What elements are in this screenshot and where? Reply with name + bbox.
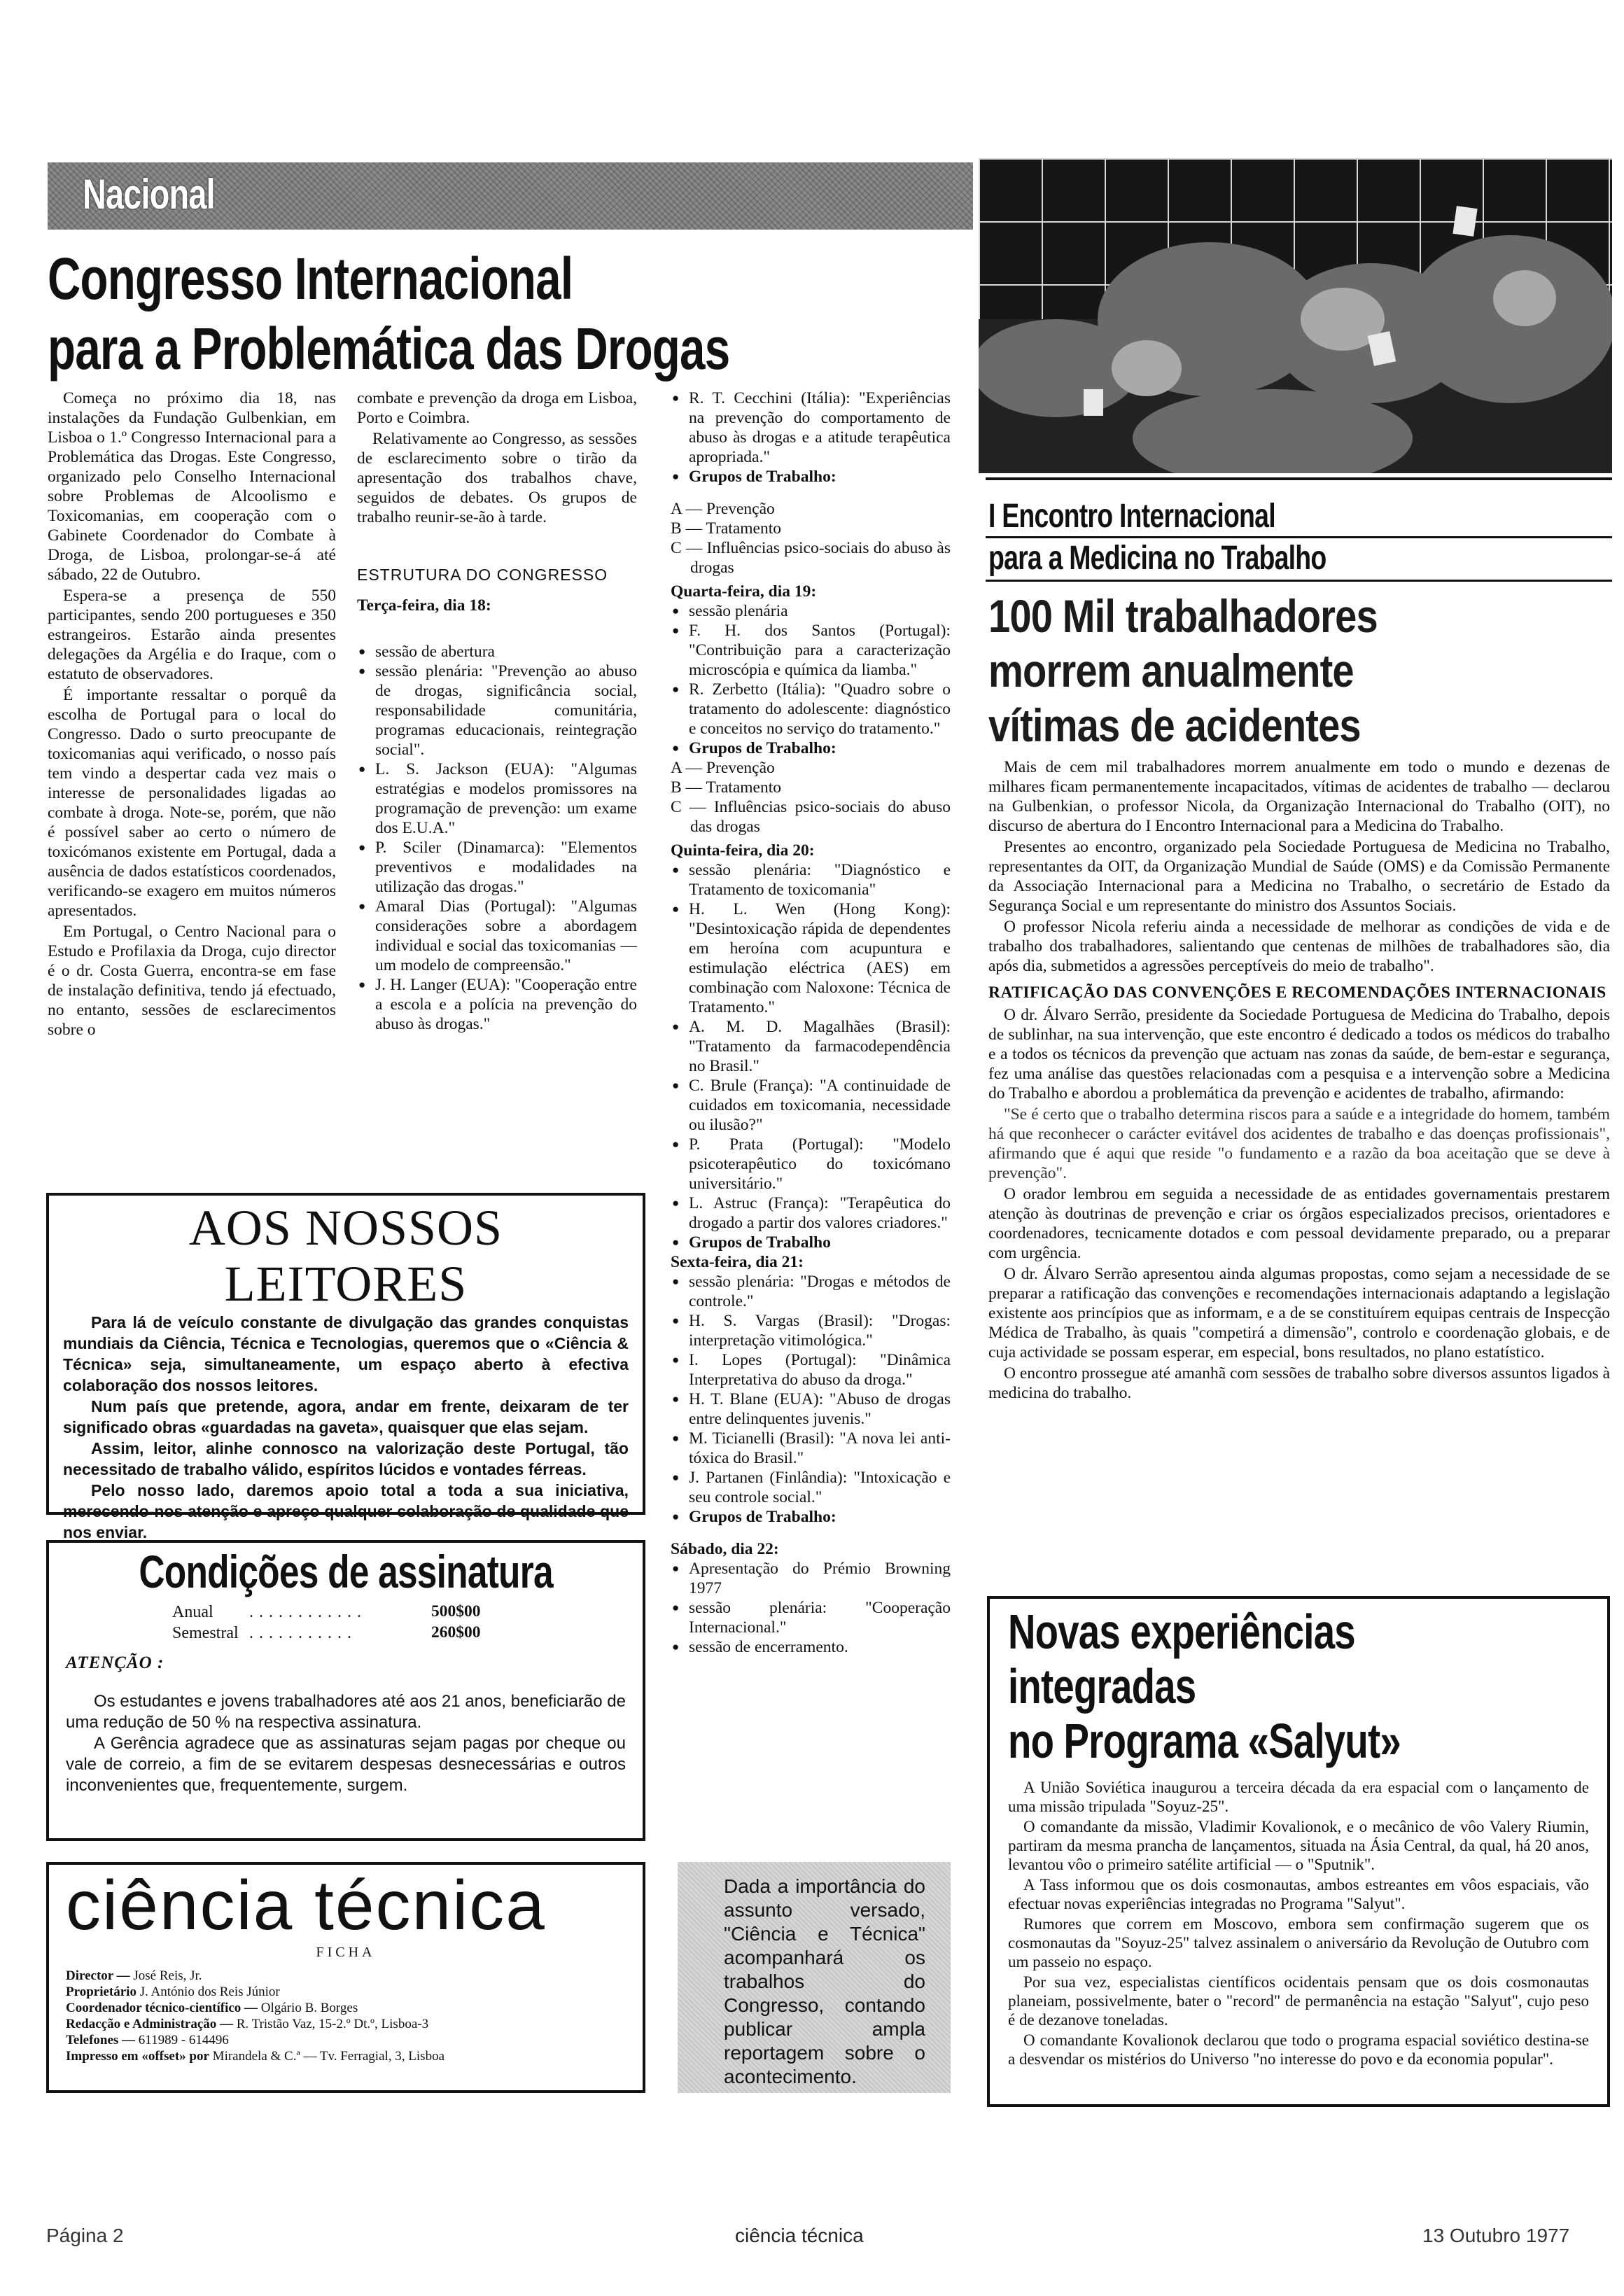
ficha-line-label: Proprietário: [66, 1984, 136, 1999]
main-headline-line2: para a Problemática das Drogas: [48, 316, 730, 382]
list-item: ● sessão plenária: "Cooperação Internacional.": [671, 1598, 951, 1637]
list-item: ● P. Sciler (Dinamarca): "Elementos preventivos e modalidades na utilização das drogas.": [357, 838, 637, 897]
price-row-semestral: [172, 1623, 626, 1644]
salyut-headline-line2: integradas: [1008, 1659, 1196, 1714]
ficha-line: [66, 1984, 626, 2000]
medicina-body: [988, 757, 1610, 1404]
group-item: B — Tratamento: [671, 519, 781, 538]
ficha-line: [66, 2016, 626, 2032]
salyut-para: A União Soviética inaugurou a terceira década da era espacial com o lançamento de uma missão tripulada "Soyuz-25".: [1008, 1779, 1589, 1815]
leitores-para: Pelo nosso lado, daremos apoio total a toda a sua iniciativa, merecendo-nos atenção e apreço qualquer colaboração de qualidade que nos enviar.: [63, 1481, 629, 1541]
medicina-kicker-line1: I Encontro Internacional: [988, 498, 1275, 535]
assinatura-para: Os estudantes e jovens trabalhadores até aos 21 anos, beneficiarão de uma redução de 50 % na respectiva assinatura.: [66, 1692, 626, 1732]
group-item: A — Prevenção: [671, 759, 775, 777]
main-article-col1: [48, 388, 336, 1041]
list-item: ● Amaral Dias (Portugal): "Algumas considerações sobre a abordagem individual e social das toxicomanias — um modelo de compreensão.": [357, 897, 637, 975]
day-wednesday: Quarta-feira, dia 19:: [671, 582, 817, 601]
leitores-title: AOS NOSSOS LEITORES: [188, 1200, 503, 1312]
structure-heading: ESTRUTURA DO CONGRESSO: [357, 566, 608, 584]
medicina-para: Presentes ao encontro, organizado pela Sociedade Portuguesa de Medicina no Trabalho, representantes da OIT, da Organização Mundial de Saúde (OMS) e da Comissão Permanente da Associação Internacional para a Medicina no Trabalho, o secretário de Estado da Segurança Social e um representante do ministro dos Assuntos Sociais.: [988, 838, 1610, 915]
price-dots: . . . . . . . . . . . .: [249, 1603, 362, 1621]
assinatura-box: [46, 1540, 645, 1841]
list-item: ● sessão de encerramento.: [671, 1637, 951, 1657]
medicina-kicker-rule: [986, 536, 1612, 538]
day-thursday: Quinta-feira, dia 20:: [671, 841, 815, 860]
groups-heading: ● Grupos de Trabalho:: [671, 1507, 951, 1527]
list-item: ● sessão plenária: [671, 601, 951, 621]
salyut-para: O comandante Kovalionok declarou que todo o programa espacial soviético destina-se a desvendar os mistérios do Universo "no interesse do povo e da economia popular".: [1008, 2031, 1589, 2068]
congress-note-text: Dada a importância do assunto versado, "Ciência e Técnica" acompanhará os trabalhos do Congresso, contando publicar ampla reportagem sobre o acontecimento.: [724, 1875, 925, 2087]
price-row-anual: [172, 1602, 626, 1623]
ficha-line-label: Telefones —: [66, 2033, 136, 2047]
group-item: C — Influências psico-sociais do abuso às drogas: [671, 539, 951, 577]
leitores-box: [46, 1193, 645, 1541]
medicina-kicker-rule-2: [986, 580, 1612, 582]
congress-note-box: [678, 1862, 951, 2093]
leitores-para: Num país que pretende, agora, andar em frente, deixaram de ter significado obras «guardadas na gaveta», quaisquer que elas sejam.: [63, 1397, 629, 1436]
assinatura-title: Condições de assinatura: [139, 1546, 553, 1597]
ficha-line-label: Redacção e Administração —: [66, 2017, 234, 2031]
list-item: ● L. S. Jackson (EUA): "Algumas estratégias e modelos promissores na programação de prevenção: um exame dos E.U.A.": [357, 760, 637, 838]
group-item: A — Prevenção: [671, 500, 775, 518]
salyut-para: Rumores que correm em Moscovo, embora sem confirmação sugerem que os cosmonautas da "Soyuz-25" talvez assinalem o aniversário da Revolução de Outubro com um passeio no espaço.: [1008, 1915, 1589, 1970]
ficha-line-value: Mirandela & C.ª — Tv. Ferragial, 3, Lisboa: [212, 2049, 445, 2064]
price-value: 260$00: [431, 1623, 481, 1642]
list-item: ● H. T. Blane (EUA): "Abuso de drogas entre delinquentes juvenis.": [671, 1390, 951, 1429]
ficha-logo: ciência técnica: [66, 1866, 546, 1945]
list-item: ● H. S. Vargas (Brasil): "Drogas: interpretação vitimológica.": [671, 1311, 951, 1350]
main-para-3: É importante ressaltar o porquê da escolha de Portugal para o local do Congresso. Dado o surto preocupante de toxicomanias aqui verificado, o nosso país tem vindo a despertar cada vez mais o interesse de personalidades ligadas ao combate à droga. Note-se, porém, que não é possível saber ao certo o número de toxicómanos existente em Portugal, dada a ausência de dados estatísticos coordenados, verificando-se exagero em muitos números apresentados.: [48, 686, 336, 920]
price-label: Anual: [172, 1603, 214, 1621]
plants-photo: [979, 158, 1612, 473]
ficha-line-value: José Reis, Jr.: [133, 1968, 202, 1983]
list-item: ● A. M. D. Magalhães (Brasil): "Tratamento da farmacodependência no Brasil.": [671, 1017, 951, 1076]
group-item: C — Influências psico-sociais do abuso das drogas: [671, 798, 951, 836]
medicina-para: O dr. Álvaro Serrão, presidente da Sociedade Portuguesa de Medicina do Trabalho, depois de sublinhar, na sua intervenção, que este encontro é dedicado a todos os médicos do trabalho e a todos os técnicos da prevenção que actuam nas zonas da saúde, de bem-estar e segurança, fez uma análise das questões relacionadas com a pesquisa e a intervenção sobre a Medicina do Trabalho e abordou a problemática da prevenção e acidentes de trabalho, afirmando:: [988, 1006, 1610, 1102]
ficha-line-label: Coordenador técnico-científico —: [66, 2001, 258, 2015]
salyut-para: A Tass informou que os dois cosmonautas, ambos estreantes em vôos espaciais, vão efectuar novas experiências integradas no Programa "Salyut".: [1008, 1876, 1589, 1912]
ficha-line-value: Olgário B. Borges: [260, 2001, 358, 2015]
footer-date: 13 Outubro 1977: [1422, 2225, 1570, 2246]
ficha-line-label: Impresso em «offset» por: [66, 2049, 209, 2064]
groups-heading: ● Grupos de Trabalho:: [671, 738, 951, 758]
day-saturday: Sábado, dia 22:: [671, 1540, 779, 1558]
list-item: ● J. Partanen (Finlândia): "Intoxicação e seu controle social.": [671, 1468, 951, 1507]
assinatura-para: A Gerência agradece que as assinaturas sejam pagas por cheque ou vale de correio, a fim de se evitarem despesas desnecessárias e outros inconvenientes que, frequentemente, surgem.: [66, 1734, 626, 1795]
salyut-box: [987, 1596, 1610, 2107]
list-item: ● sessão de abertura: [357, 642, 637, 662]
list-item: ● I. Lopes (Portugal): "Dinâmica Interpretativa do abuso da droga.": [671, 1350, 951, 1390]
footer-masthead: ciência técnica: [735, 2225, 864, 2246]
medicina-para: Mais de cem mil trabalhadores morrem anualmente em todo o mundo e dezenas de milhares ficam permanentemente incapacitados, vítimas de acidentes de trabalho — declarou na Gulbenkian, o professor Nicola, da Organização Internacional do Trabalho (OIT), no discurso de abertura do I Encontro Internacional para a Medicina do Trabalho.: [988, 758, 1610, 835]
list-item: ● sessão plenária: "Prevenção ao abuso de drogas, significância social, responsabilidade comunitária, programas educacionais, reintegração social".: [357, 662, 637, 760]
salyut-para: Por sua vez, especialistas científicos ocidentais pensam que os dois cosmonautas planeiam, possivelmente, bater o "record" de permanência na estação "Salyut", cujo peso é de dezanove toneladas.: [1008, 1973, 1589, 2029]
main-para-2: Espera-se a presença de 550 participantes, sendo 200 portugueses e 350 estrangeiros. Estarão ainda presentes delegações da Argélia e do Iraque, com o estatuto de observadores.: [48, 587, 336, 683]
list-item: ● H. L. Wen (Hong Kong): "Desintoxicação rápida de dependentes em heroína com acupuntura e estimulação eléctrica (AES) em combinação com Naloxone: Técnica de Tratamento.": [671, 899, 951, 1017]
group-item: B — Tratamento: [671, 778, 781, 797]
main-para-6: Relativamente ao Congresso, as sessões de esclarecimento sobre o tirão da apresentação dos trabalhos chave, seguidos de debates. Os grupos de trabalho reunir-se-ão à tarde.: [357, 430, 637, 526]
ficha-line: [66, 2048, 626, 2064]
ficha-label: FICHA: [316, 1945, 376, 1960]
medicina-subheading: RATIFICAÇÃO DAS CONVENÇÕES E RECOMENDAÇÕES INTERNACIONAIS: [988, 983, 1606, 1002]
main-article-col2: [357, 388, 637, 1034]
salyut-para: O comandante da missão, Vladimir Kovalionok, e o mecânico de vôo Valery Riumin, partiram da mesma prancha de lançamentos, situada na Ásia Central, da qual, há 20 anos, levantou vôo o primeiro satélite artificial — o "Sputnik".: [1008, 1818, 1589, 1873]
ficha-line: [66, 2032, 626, 2048]
leitores-para: Para lá de veículo constante de divulgação das grandes conquistas mundiais da Ciência, Técnica e Tecnologias, queremos que o «Ciência & Técnica» seja, simultaneamente, um espaço aberto à efectiva colaboração dos nossos leitores.: [63, 1313, 629, 1394]
groups-heading: ● Grupos de Trabalho:: [671, 467, 951, 486]
price-value: 500$00: [431, 1602, 481, 1620]
list-item: ● M. Ticianelli (Brasil): "A nova lei anti-tóxica do Brasil.": [671, 1429, 951, 1468]
ficha-line-value: 611989 - 614496: [138, 2033, 229, 2047]
main-headline-line1: Congresso Internacional: [48, 246, 573, 312]
list-item: ● L. Astruc (França): "Terapêutica do drogado a partir dos valores criadores.": [671, 1194, 951, 1233]
price-label: Semestral: [172, 1624, 239, 1642]
list-item: ● C. Brule (França): "A continuidade de cuidados em toxicomania, necessidade ou ilusão?": [671, 1076, 951, 1135]
section-tag: Nacional: [83, 171, 215, 218]
medicina-headline-line3: vítimas de acidentes: [988, 699, 1361, 751]
page-number: Página 2: [46, 2225, 124, 2246]
ficha-line: [66, 2000, 626, 2016]
ficha-line: [66, 1968, 626, 1984]
main-article-col3: [671, 388, 951, 1657]
tuesday-list: [357, 642, 637, 1034]
main-para-5: combate e prevenção da droga em Lisboa, Porto e Coimbra.: [357, 389, 637, 427]
list-item: ● J. H. Langer (EUA): "Cooperação entre a escola e a polícia na prevenção do abuso às drogas.": [357, 975, 637, 1034]
ficha-line-value: R. Tristão Vaz, 15-2.º Dt.º, Lisboa-3: [236, 2017, 429, 2031]
day-friday: Sexta-feira, dia 21:: [671, 1253, 804, 1271]
medicina-para: O professor Nicola referiu ainda a necessidade de melhorar as condições de vida e de trabalho dos trabalhadores, salientando que centenas de milhões de trabalhadores são, dia após dia, submetidos a agressões perceptíveis do meio de trabalho".: [988, 918, 1610, 975]
price-dots: . . . . . . . . . . .: [249, 1624, 352, 1642]
medicina-kicker-line2: para a Medicina no Trabalho: [988, 540, 1326, 577]
medicina-headline-line2: morrem anualmente: [988, 645, 1354, 696]
medicina-headline-line1: 100 Mil trabalhadores: [988, 590, 1378, 642]
list-item: ● F. H. dos Santos (Portugal): "Contribuição para a caracterização microscópia e química da liamba.": [671, 621, 951, 680]
main-para-4: Em Portugal, o Centro Nacional para o Estudo e Profilaxia da Droga, cujo director é o dr. Costa Guerra, encontra-se em fase de instalação definitiva, tendo já efectuado, no entanto, sessões de esclarecimentos sobre o: [48, 923, 336, 1039]
medicina-para: O dr. Álvaro Serrão apresentou ainda algumas propostas, como sejam a necessidade de se preparar a ratificação das convenções e recomendações internacionais adaptando a legislação existente aos princípios que as informam, e a de se constituírem equipas centrais de Inspecção Médica de Trabalho, às quais "competirá a dimensão", controlo e coordenação globais, e de cuja actividade se possam esperar, em especial, bons resultados, no plano estatístico.: [988, 1265, 1610, 1362]
ficha-line-label: Director —: [66, 1968, 130, 1983]
medicina-para: O orador lembrou em seguida a necessidade de as entidades governamentais prestarem atenção às doutrinas de prevenção e criar os órgãos especializados precisos, orientadores e coordenadores, tecnicamente dotados e com pessoal devidamente preparado, ou a preparar com urgência.: [988, 1185, 1610, 1262]
medicina-top-rule: [986, 477, 1612, 480]
salyut-headline-line1: Novas experiências: [1008, 1604, 1355, 1659]
list-item: ● R. T. Cecchini (Itália): "Experiências na prevenção do comportamento de abuso às drogas e a atitude terapêutica apropriada.": [671, 388, 951, 467]
list-item: ● R. Zerbetto (Itália): "Quadro sobre o tratamento do adolescente: diagnóstico e conceitos no serviço do tratamento.": [671, 680, 951, 738]
leitores-para: Assim, leitor, alinhe connosco na valorização deste Portugal, tão necessitado de trabalho válido, espíritos lúcidos e vontades férreas.: [63, 1439, 629, 1478]
salyut-headline-line3: no Programa «Salyut»: [1008, 1714, 1401, 1768]
list-item: ● sessão plenária: "Drogas e métodos de controle.": [671, 1272, 951, 1311]
plants-photo-illustration: [979, 158, 1612, 473]
list-item: ● Apresentação do Prémio Browning 1977: [671, 1559, 951, 1598]
list-item: ● sessão plenária: "Diagnóstico e Tratamento de toxicomania": [671, 860, 951, 899]
medicina-para: O encontro prossegue até amanhã com sessões de trabalho sobre diversos assuntos ligados à medicina do trabalho.: [988, 1364, 1611, 1402]
main-para-1: Começa no próximo dia 18, nas instalações da Fundação Gulbenkian, em Lisboa o 1.º Congresso Internacional para a Problemática das Drogas. Este Congresso, organizado pelo Conselho Internacional sobre Problemas de Alcoolismo e Toxicomanias, em cooperação com o Gabinete Coordenador do Combate à Droga, de Lisboa, prolongar-se-á até sábado, 22 de Outubro.: [48, 389, 336, 584]
groups-heading: ● Grupos de Trabalho: [671, 1233, 951, 1252]
day-tuesday: Terça-feira, dia 18:: [357, 596, 491, 615]
list-item: ● P. Prata (Portugal): "Modelo psicoterapêutico do toxicómano universitário.": [671, 1135, 951, 1194]
ficha-box: [46, 1862, 645, 2093]
medicina-para: "Se é certo que o trabalho determina riscos para a saúde e a integridade do homem, também há que reconhecer o carácter evitável dos acidentes de trabalho e das doenças profissionais", afirmando que é aqui que reside "o fundamento e a razão da boa aceitação que se deve à prevenção".: [988, 1105, 1610, 1182]
ficha-line-value: J. António dos Reis Júnior: [139, 1984, 280, 1999]
atencao-label: ATENÇÃO :: [66, 1653, 164, 1672]
